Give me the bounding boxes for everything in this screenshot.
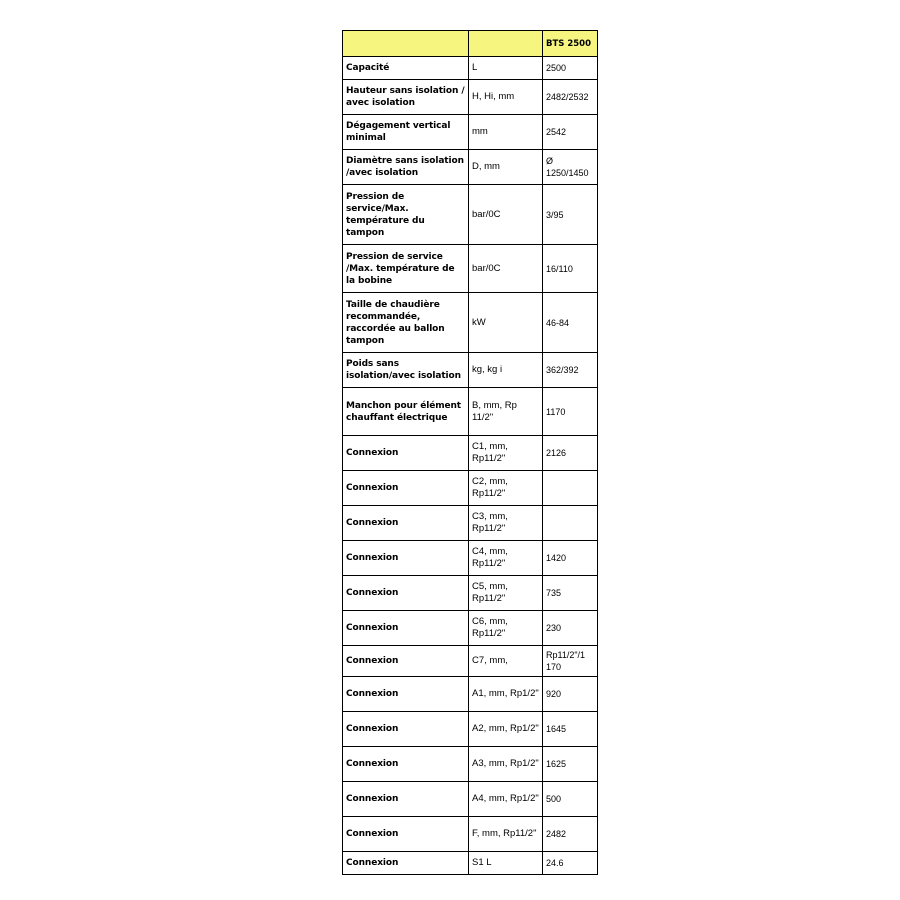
table-row bbox=[343, 712, 598, 747]
row-label: Connexion bbox=[343, 747, 469, 782]
table-row bbox=[343, 817, 598, 852]
row-unit: mm bbox=[469, 115, 543, 150]
row-unit: C4, mm, Rp11/2" bbox=[469, 541, 543, 576]
row-unit: kg, kg i bbox=[469, 353, 543, 388]
row-value: 2126 bbox=[543, 436, 598, 471]
row-unit: kW bbox=[469, 293, 543, 353]
header-cell-label bbox=[343, 31, 469, 57]
row-label: Connexion bbox=[343, 817, 469, 852]
table-row bbox=[343, 782, 598, 817]
row-value: 2542 bbox=[543, 115, 598, 150]
row-unit: B, mm, Rp 11/2" bbox=[469, 388, 543, 436]
row-unit: S1 L bbox=[469, 852, 543, 875]
row-value: 230 bbox=[543, 611, 598, 646]
row-label: Connexion bbox=[343, 611, 469, 646]
row-unit: F, mm, Rp11/2" bbox=[469, 817, 543, 852]
row-label: Pression de service /Max. température de la bobine bbox=[343, 245, 469, 293]
row-label: Connexion bbox=[343, 646, 469, 677]
row-label: Manchon pour élément chauffant électrique bbox=[343, 388, 469, 436]
table-row bbox=[343, 436, 598, 471]
table-row bbox=[343, 353, 598, 388]
spec-table bbox=[342, 30, 598, 875]
row-unit: C6, mm, Rp11/2" bbox=[469, 611, 543, 646]
table-row bbox=[343, 541, 598, 576]
header-cell-model: BTS 2500 bbox=[543, 31, 598, 57]
row-label: Connexion bbox=[343, 782, 469, 817]
table-row bbox=[343, 245, 598, 293]
row-value: 2482 bbox=[543, 817, 598, 852]
row-label: Connexion bbox=[343, 471, 469, 506]
row-value: 362/392 bbox=[543, 353, 598, 388]
row-value: 500 bbox=[543, 782, 598, 817]
row-value: 16/110 bbox=[543, 245, 598, 293]
header-cell-unit bbox=[469, 31, 543, 57]
row-value: 2482/2532 bbox=[543, 80, 598, 115]
row-label: Capacité bbox=[343, 57, 469, 80]
row-unit: L bbox=[469, 57, 543, 80]
row-value: 2500 bbox=[543, 57, 598, 80]
row-label: Poids sans isolation/avec isolation bbox=[343, 353, 469, 388]
row-label: Connexion bbox=[343, 541, 469, 576]
table-row bbox=[343, 576, 598, 611]
row-value: 1625 bbox=[543, 747, 598, 782]
row-value bbox=[543, 506, 598, 541]
row-label: Connexion bbox=[343, 436, 469, 471]
table-row bbox=[343, 611, 598, 646]
header-row bbox=[343, 31, 598, 57]
table-row bbox=[343, 185, 598, 245]
table-row bbox=[343, 506, 598, 541]
row-value: 1420 bbox=[543, 541, 598, 576]
row-label: Connexion bbox=[343, 576, 469, 611]
row-unit: bar/0C bbox=[469, 185, 543, 245]
row-label: Taille de chaudière recommandée, raccordée au ballon tampon bbox=[343, 293, 469, 353]
row-value: 3/95 bbox=[543, 185, 598, 245]
row-value bbox=[543, 471, 598, 506]
table-row bbox=[343, 677, 598, 712]
row-label: Diamètre sans isolation /avec isolation bbox=[343, 150, 469, 185]
table-row bbox=[343, 852, 598, 875]
row-label: Dégagement vertical minimal bbox=[343, 115, 469, 150]
row-unit: C5, mm, Rp11/2" bbox=[469, 576, 543, 611]
row-value: 46-84 bbox=[543, 293, 598, 353]
table-row bbox=[343, 115, 598, 150]
table-row bbox=[343, 293, 598, 353]
table-row bbox=[343, 150, 598, 185]
row-unit: A2, mm, Rp1/2" bbox=[469, 712, 543, 747]
row-label: Connexion bbox=[343, 852, 469, 875]
row-value: Ø 1250/1450 bbox=[543, 150, 598, 185]
row-value: 1170 bbox=[543, 388, 598, 436]
table-row bbox=[343, 57, 598, 80]
row-unit: C7, mm, bbox=[469, 646, 543, 677]
row-unit: A3, mm, Rp1/2" bbox=[469, 747, 543, 782]
row-unit: A4, mm, Rp1/2" bbox=[469, 782, 543, 817]
row-unit: D, mm bbox=[469, 150, 543, 185]
row-value: 735 bbox=[543, 576, 598, 611]
row-unit: H, Hi, mm bbox=[469, 80, 543, 115]
table-row bbox=[343, 747, 598, 782]
row-label: Connexion bbox=[343, 677, 469, 712]
row-unit: bar/0C bbox=[469, 245, 543, 293]
row-value: Rp11/2"/1 170 bbox=[543, 646, 598, 677]
row-label: Connexion bbox=[343, 712, 469, 747]
row-value: 920 bbox=[543, 677, 598, 712]
table-row bbox=[343, 646, 598, 677]
table-row bbox=[343, 80, 598, 115]
row-unit: C3, mm, Rp11/2" bbox=[469, 506, 543, 541]
row-label: Pression de service/Max. température du tampon bbox=[343, 185, 469, 245]
row-value: 1645 bbox=[543, 712, 598, 747]
row-unit: A1, mm, Rp1/2" bbox=[469, 677, 543, 712]
row-unit: C2, mm, Rp11/2" bbox=[469, 471, 543, 506]
row-value: 24.6 bbox=[543, 852, 598, 875]
row-unit: C1, mm, Rp11/2" bbox=[469, 436, 543, 471]
row-label: Hauteur sans isolation / avec isolation bbox=[343, 80, 469, 115]
row-label: Connexion bbox=[343, 506, 469, 541]
table-row bbox=[343, 471, 598, 506]
table-row bbox=[343, 388, 598, 436]
